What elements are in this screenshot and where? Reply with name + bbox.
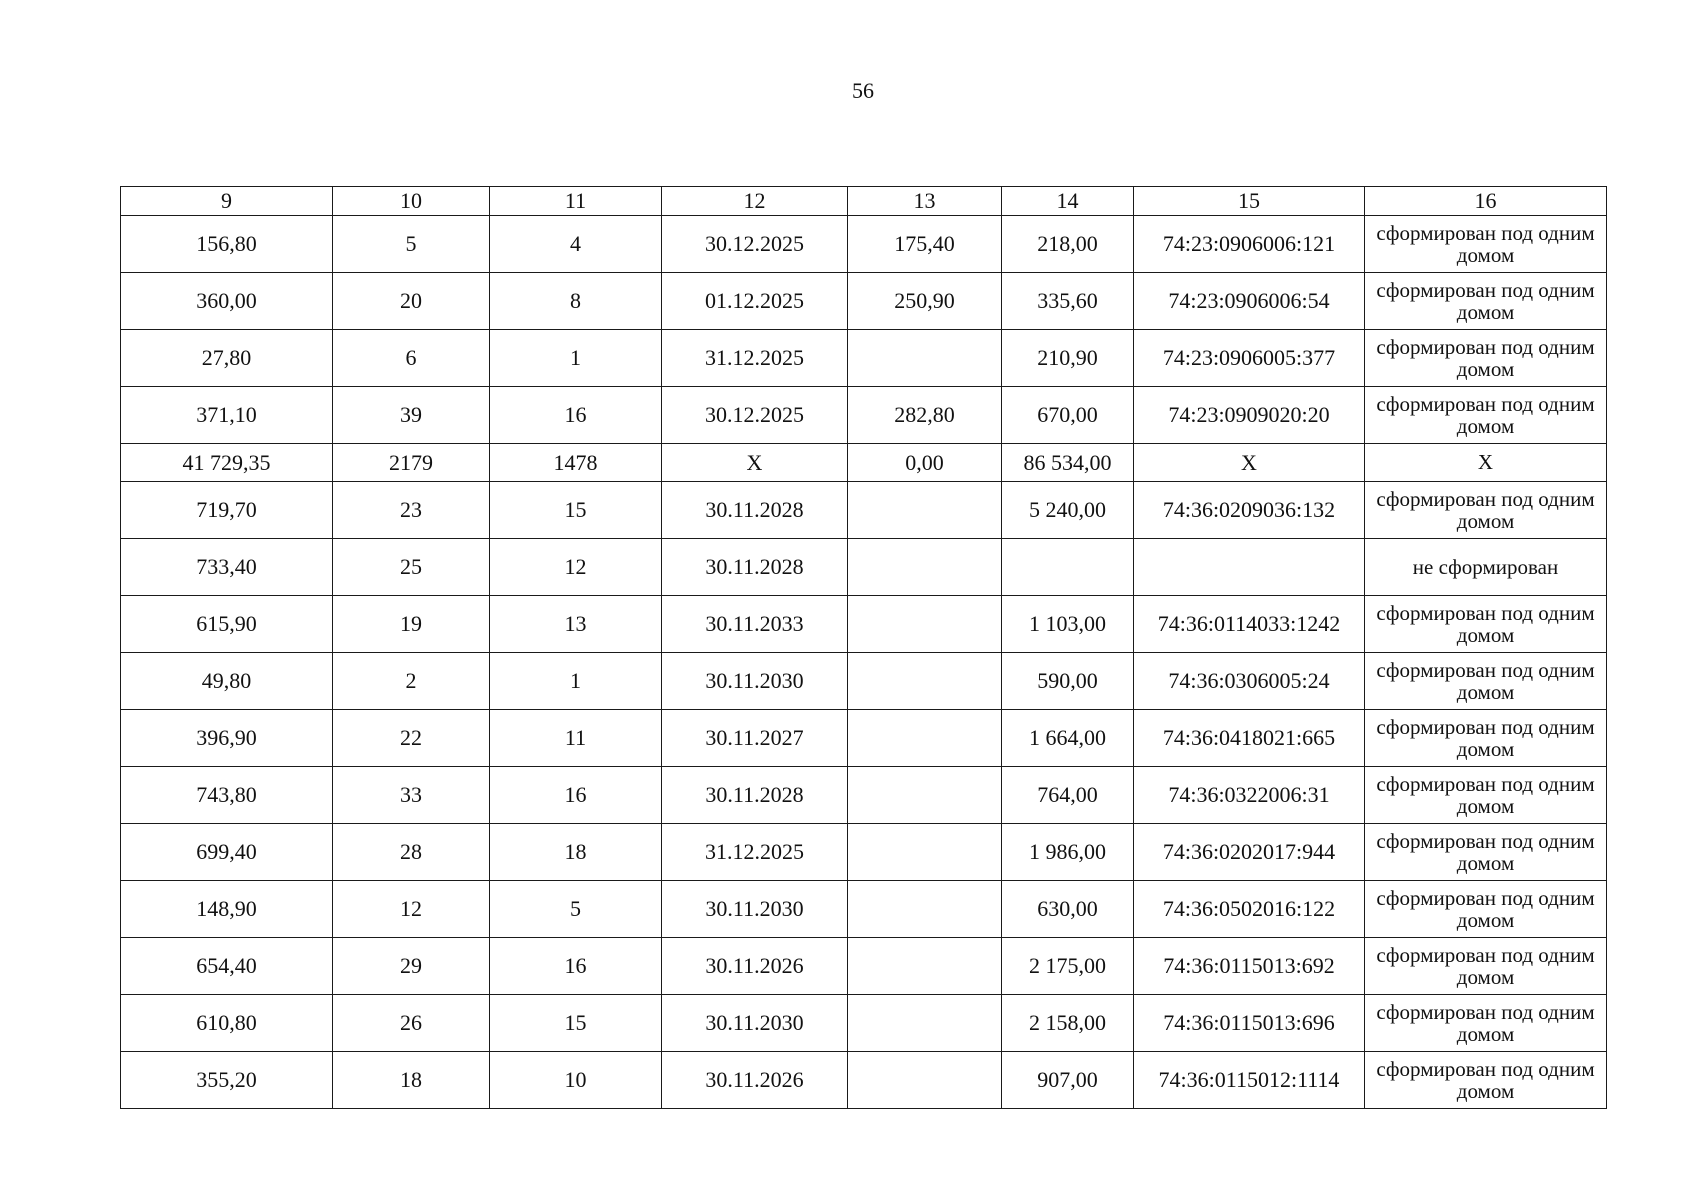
table-body bbox=[121, 216, 1607, 1109]
area-cell: 156,80 bbox=[121, 216, 333, 273]
area-cell bbox=[848, 995, 1002, 1052]
column-header: 9 bbox=[121, 187, 333, 216]
table-row bbox=[121, 273, 1607, 330]
count-cell: 8 bbox=[490, 273, 662, 330]
count-cell: 12 bbox=[333, 881, 490, 938]
status-cell: сформирован под одним домом bbox=[1365, 881, 1607, 938]
date-cell: 30.11.2028 bbox=[662, 539, 848, 596]
area-cell: 355,20 bbox=[121, 1052, 333, 1109]
area-cell: 5 240,00 bbox=[1002, 482, 1134, 539]
area-cell: 907,00 bbox=[1002, 1052, 1134, 1109]
area-cell bbox=[848, 1052, 1002, 1109]
cadastral-number-cell: 74:36:0115012:1114 bbox=[1134, 1052, 1365, 1109]
area-cell: 218,00 bbox=[1002, 216, 1134, 273]
date-cell: 30.11.2033 bbox=[662, 596, 848, 653]
status-cell: сформирован под одним домом bbox=[1365, 710, 1607, 767]
cadastral-number-cell: 74:36:0202017:944 bbox=[1134, 824, 1365, 881]
date-cell: 30.11.2030 bbox=[662, 881, 848, 938]
status-cell: X bbox=[1365, 444, 1607, 482]
count-cell: 13 bbox=[490, 596, 662, 653]
count-cell: 5 bbox=[333, 216, 490, 273]
area-cell bbox=[1002, 539, 1134, 596]
status-cell: сформирован под одним домом bbox=[1365, 482, 1607, 539]
date-cell: 30.11.2028 bbox=[662, 482, 848, 539]
date-cell: 31.12.2025 bbox=[662, 330, 848, 387]
status-cell: сформирован под одним домом bbox=[1365, 1052, 1607, 1109]
count-cell: 25 bbox=[333, 539, 490, 596]
table-row bbox=[121, 330, 1607, 387]
area-cell bbox=[848, 482, 1002, 539]
status-cell: сформирован под одним домом bbox=[1365, 387, 1607, 444]
cadastral-number-cell: 74:36:0114033:1242 bbox=[1134, 596, 1365, 653]
status-cell: не сформирован bbox=[1365, 539, 1607, 596]
area-cell: 210,90 bbox=[1002, 330, 1134, 387]
date-cell: 30.11.2026 bbox=[662, 938, 848, 995]
area-cell: 1 103,00 bbox=[1002, 596, 1134, 653]
column-header: 10 bbox=[333, 187, 490, 216]
area-cell: 49,80 bbox=[121, 653, 333, 710]
count-cell: 15 bbox=[490, 995, 662, 1052]
count-cell: 19 bbox=[333, 596, 490, 653]
cadastral-number-cell: X bbox=[1134, 444, 1365, 482]
area-cell: 654,40 bbox=[121, 938, 333, 995]
count-cell: 18 bbox=[333, 1052, 490, 1109]
count-cell: 1 bbox=[490, 653, 662, 710]
cadastral-number-cell bbox=[1134, 539, 1365, 596]
column-header: 14 bbox=[1002, 187, 1134, 216]
status-cell: сформирован под одним домом bbox=[1365, 596, 1607, 653]
area-cell: 670,00 bbox=[1002, 387, 1134, 444]
area-cell bbox=[848, 881, 1002, 938]
count-cell: 16 bbox=[490, 938, 662, 995]
area-cell: 2 175,00 bbox=[1002, 938, 1134, 995]
area-cell: 0,00 bbox=[848, 444, 1002, 482]
count-cell: 23 bbox=[333, 482, 490, 539]
count-cell: 18 bbox=[490, 824, 662, 881]
area-cell: 282,80 bbox=[848, 387, 1002, 444]
data-table bbox=[120, 186, 1607, 1109]
count-cell: 11 bbox=[490, 710, 662, 767]
date-cell: 30.11.2027 bbox=[662, 710, 848, 767]
count-cell: 15 bbox=[490, 482, 662, 539]
table-row bbox=[121, 653, 1607, 710]
table-row bbox=[121, 824, 1607, 881]
table-row bbox=[121, 482, 1607, 539]
date-cell: 30.11.2026 bbox=[662, 1052, 848, 1109]
cadastral-number-cell: 74:36:0209036:132 bbox=[1134, 482, 1365, 539]
status-cell: сформирован под одним домом bbox=[1365, 216, 1607, 273]
area-cell: 699,40 bbox=[121, 824, 333, 881]
table-total-row bbox=[121, 444, 1607, 482]
status-cell: сформирован под одним домом bbox=[1365, 273, 1607, 330]
count-cell: 6 bbox=[333, 330, 490, 387]
area-cell bbox=[848, 767, 1002, 824]
column-header: 13 bbox=[848, 187, 1002, 216]
cadastral-number-cell: 74:23:0906006:54 bbox=[1134, 273, 1365, 330]
count-cell: 5 bbox=[490, 881, 662, 938]
area-cell: 719,70 bbox=[121, 482, 333, 539]
area-cell bbox=[848, 539, 1002, 596]
table-row bbox=[121, 767, 1607, 824]
area-cell bbox=[848, 653, 1002, 710]
cadastral-number-cell: 74:36:0322006:31 bbox=[1134, 767, 1365, 824]
cadastral-number-cell: 74:36:0115013:696 bbox=[1134, 995, 1365, 1052]
table-row bbox=[121, 881, 1607, 938]
status-cell: сформирован под одним домом bbox=[1365, 938, 1607, 995]
area-cell: 615,90 bbox=[121, 596, 333, 653]
area-cell: 764,00 bbox=[1002, 767, 1134, 824]
status-cell: сформирован под одним домом bbox=[1365, 330, 1607, 387]
area-cell: 630,00 bbox=[1002, 881, 1134, 938]
count-cell: 26 bbox=[333, 995, 490, 1052]
count-cell: 33 bbox=[333, 767, 490, 824]
area-cell: 175,40 bbox=[848, 216, 1002, 273]
table-row bbox=[121, 596, 1607, 653]
column-header: 12 bbox=[662, 187, 848, 216]
cadastral-number-cell: 74:36:0306005:24 bbox=[1134, 653, 1365, 710]
count-cell: 22 bbox=[333, 710, 490, 767]
count-cell: 16 bbox=[490, 387, 662, 444]
table-row bbox=[121, 216, 1607, 273]
column-header: 16 bbox=[1365, 187, 1607, 216]
area-cell: 371,10 bbox=[121, 387, 333, 444]
area-cell: 250,90 bbox=[848, 273, 1002, 330]
date-cell: 30.11.2028 bbox=[662, 767, 848, 824]
cadastral-number-cell: 74:23:0906005:377 bbox=[1134, 330, 1365, 387]
status-cell: сформирован под одним домом bbox=[1365, 824, 1607, 881]
cadastral-number-cell: 74:36:0502016:122 bbox=[1134, 881, 1365, 938]
table-row bbox=[121, 710, 1607, 767]
area-cell: 27,80 bbox=[121, 330, 333, 387]
area-cell: 590,00 bbox=[1002, 653, 1134, 710]
area-cell: 335,60 bbox=[1002, 273, 1134, 330]
area-cell: 1 986,00 bbox=[1002, 824, 1134, 881]
area-cell: 1 664,00 bbox=[1002, 710, 1134, 767]
count-cell: 39 bbox=[333, 387, 490, 444]
status-cell: сформирован под одним домом bbox=[1365, 653, 1607, 710]
date-cell: 30.11.2030 bbox=[662, 995, 848, 1052]
table-row bbox=[121, 938, 1607, 995]
count-cell: 16 bbox=[490, 767, 662, 824]
table-row bbox=[121, 995, 1607, 1052]
area-cell bbox=[848, 596, 1002, 653]
area-cell: 360,00 bbox=[121, 273, 333, 330]
table-header-row bbox=[121, 187, 1607, 216]
count-cell: 10 bbox=[490, 1052, 662, 1109]
area-cell bbox=[848, 938, 1002, 995]
area-cell: 86 534,00 bbox=[1002, 444, 1134, 482]
status-cell: сформирован под одним домом bbox=[1365, 995, 1607, 1052]
count-cell: 20 bbox=[333, 273, 490, 330]
area-cell bbox=[848, 710, 1002, 767]
cadastral-number-cell: 74:23:0906006:121 bbox=[1134, 216, 1365, 273]
count-cell: 2 bbox=[333, 653, 490, 710]
count-cell: 1 bbox=[490, 330, 662, 387]
table-row bbox=[121, 387, 1607, 444]
count-cell: 12 bbox=[490, 539, 662, 596]
area-cell: 743,80 bbox=[121, 767, 333, 824]
table-row bbox=[121, 1052, 1607, 1109]
cadastral-number-cell: 74:36:0115013:692 bbox=[1134, 938, 1365, 995]
date-cell: 31.12.2025 bbox=[662, 824, 848, 881]
area-cell bbox=[848, 330, 1002, 387]
date-cell: 30.12.2025 bbox=[662, 216, 848, 273]
page-number: 56 bbox=[852, 78, 874, 103]
area-cell: 41 729,35 bbox=[121, 444, 333, 482]
count-cell: 29 bbox=[333, 938, 490, 995]
cadastral-number-cell: 74:36:0418021:665 bbox=[1134, 710, 1365, 767]
table-row bbox=[121, 539, 1607, 596]
area-cell: 733,40 bbox=[121, 539, 333, 596]
area-cell: 610,80 bbox=[121, 995, 333, 1052]
area-cell: 396,90 bbox=[121, 710, 333, 767]
area-cell bbox=[848, 824, 1002, 881]
column-header: 11 bbox=[490, 187, 662, 216]
date-cell: 30.12.2025 bbox=[662, 387, 848, 444]
date-cell: 30.11.2030 bbox=[662, 653, 848, 710]
count-cell: 2179 bbox=[333, 444, 490, 482]
count-cell: 1478 bbox=[490, 444, 662, 482]
column-header: 15 bbox=[1134, 187, 1365, 216]
date-cell: 01.12.2025 bbox=[662, 273, 848, 330]
count-cell: 4 bbox=[490, 216, 662, 273]
area-cell: 148,90 bbox=[121, 881, 333, 938]
status-cell: сформирован под одним домом bbox=[1365, 767, 1607, 824]
cadastral-number-cell: 74:23:0909020:20 bbox=[1134, 387, 1365, 444]
count-cell: 28 bbox=[333, 824, 490, 881]
date-cell: X bbox=[662, 444, 848, 482]
area-cell: 2 158,00 bbox=[1002, 995, 1134, 1052]
